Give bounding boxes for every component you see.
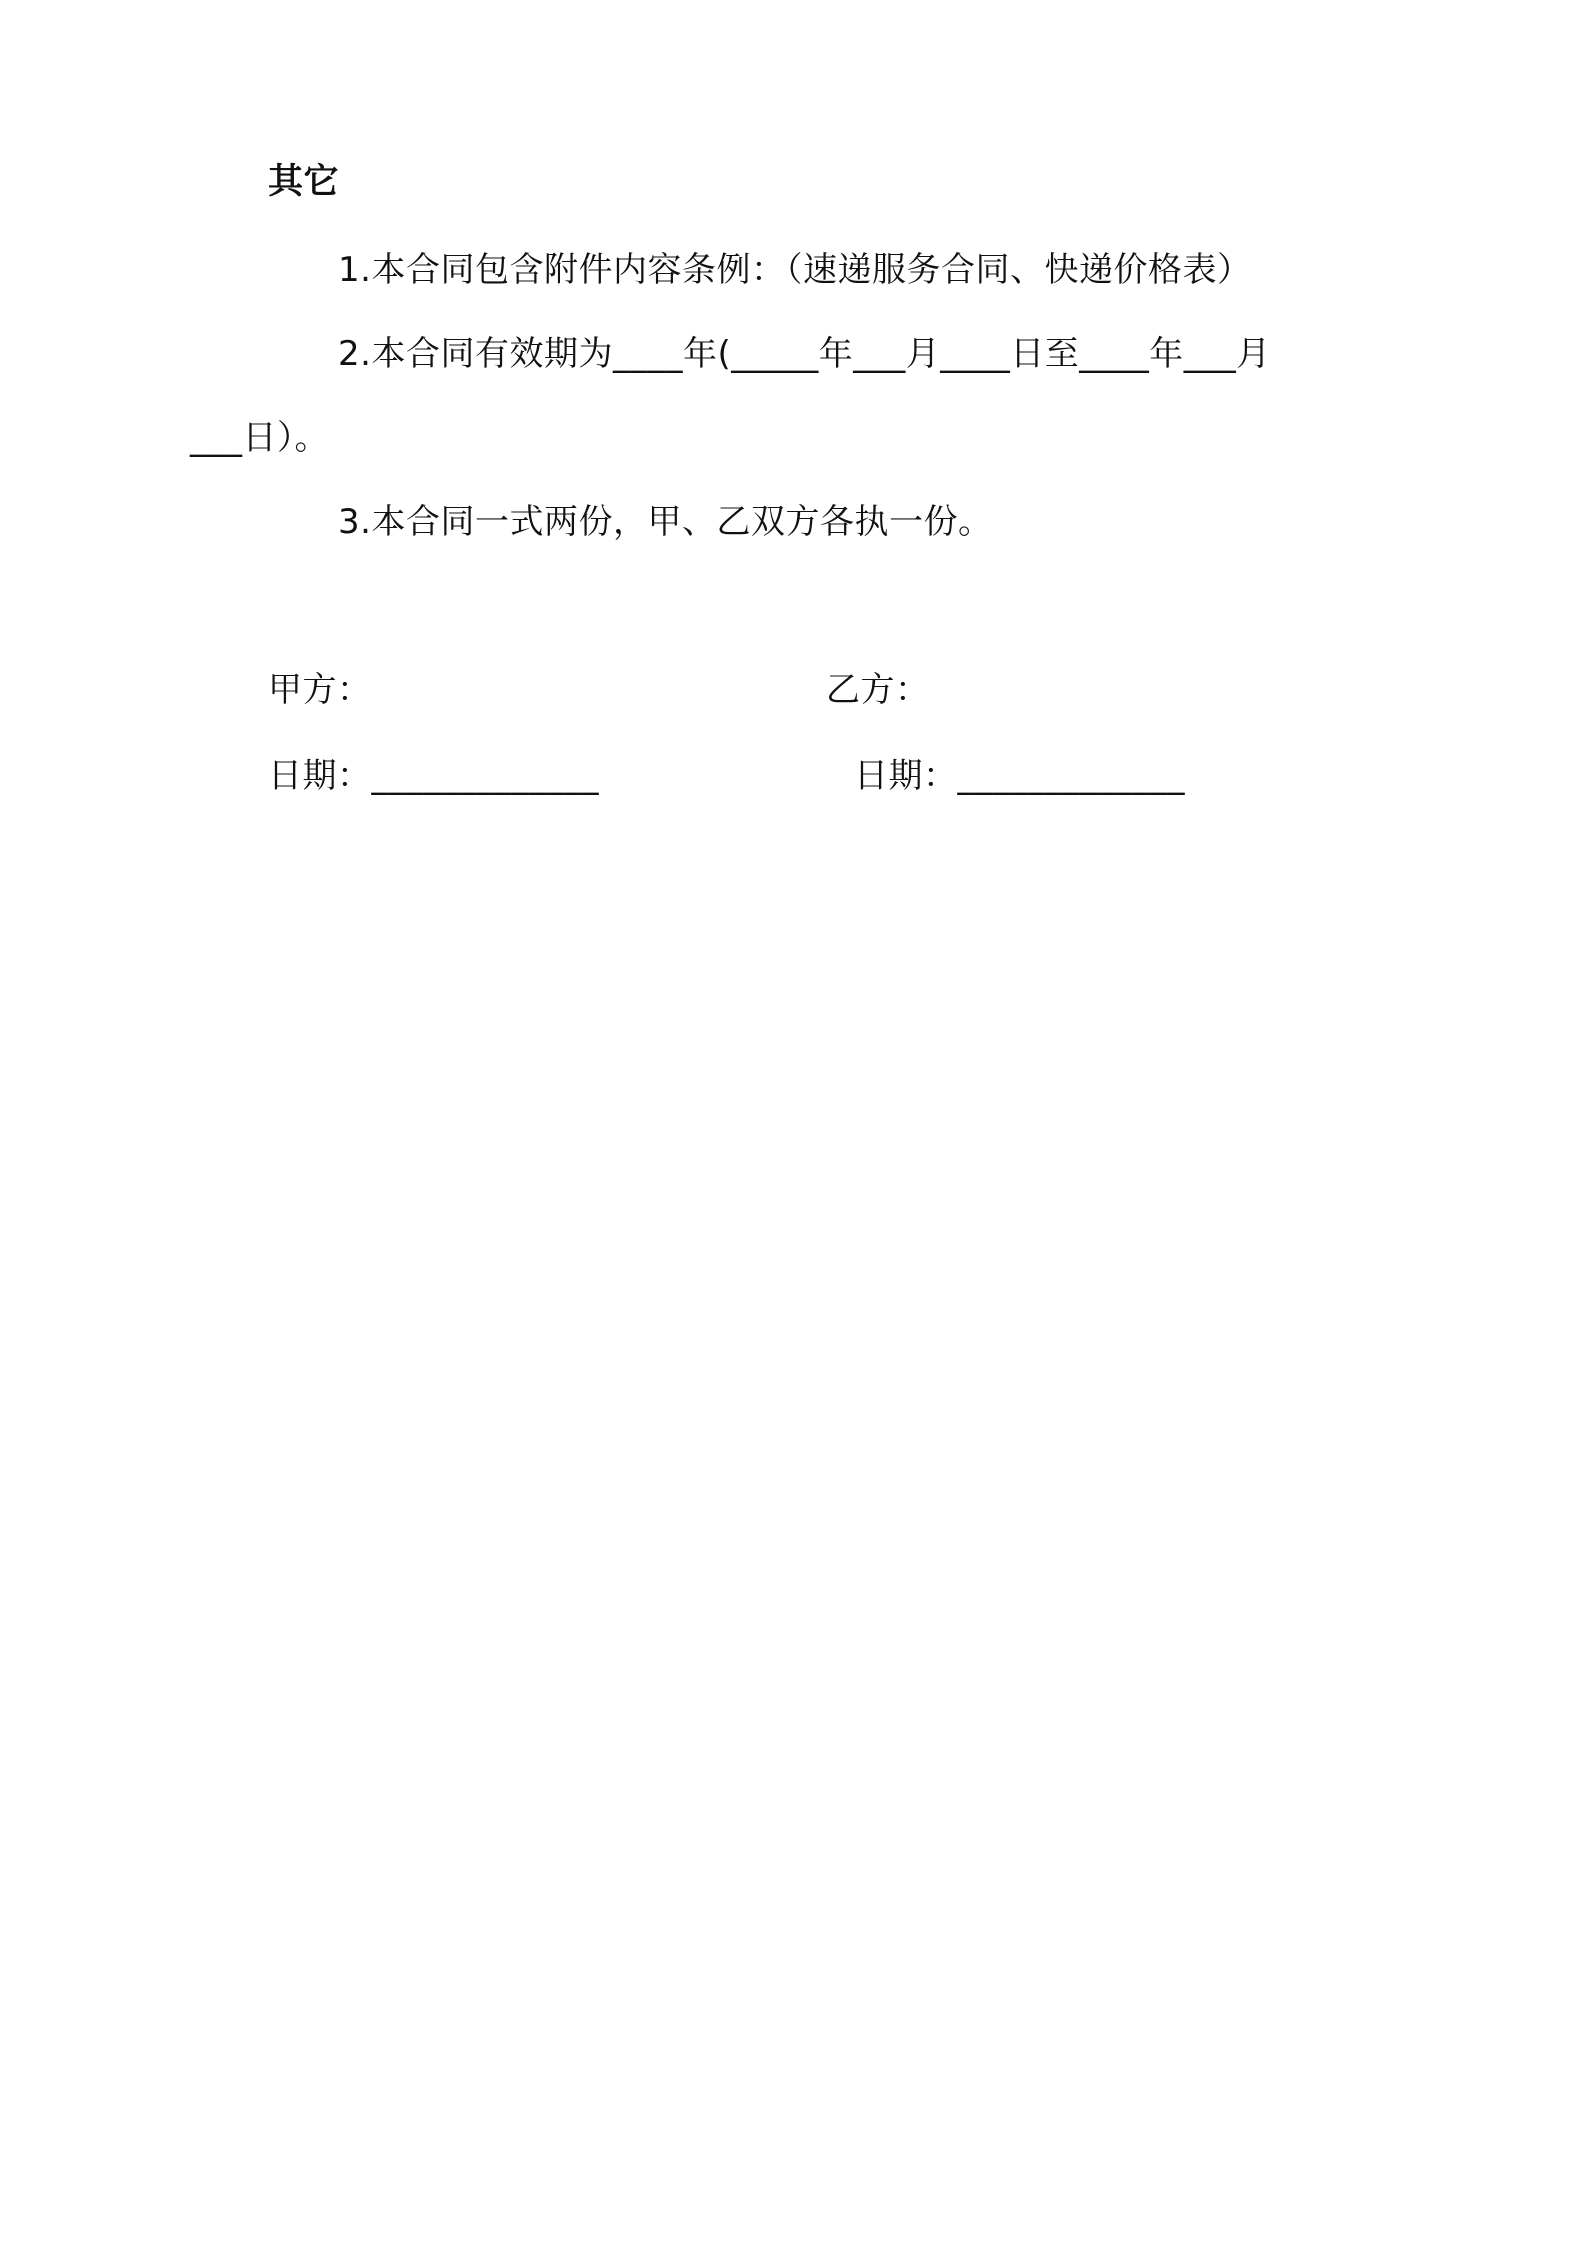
party-a-label: 甲方： [268,670,372,710]
party-b-label: 乙方： [826,670,930,710]
party-a-date: 日期：_____________ [268,756,599,796]
clause-3: 3.本合同一式两份，甲、乙双方各执一份。 [338,502,993,542]
party-b-date: 日期：_____________ [854,756,1185,796]
clause-2: 2.本合同有效期为____年(_____年___月____日至____年___月 [338,334,1271,374]
clause-2-continued: ___日）。 [190,418,329,458]
clause-1: 1.本合同包含附件内容条例：（速递服务合同、快递价格表） [338,250,1252,290]
section-title: 其它 [268,162,340,202]
